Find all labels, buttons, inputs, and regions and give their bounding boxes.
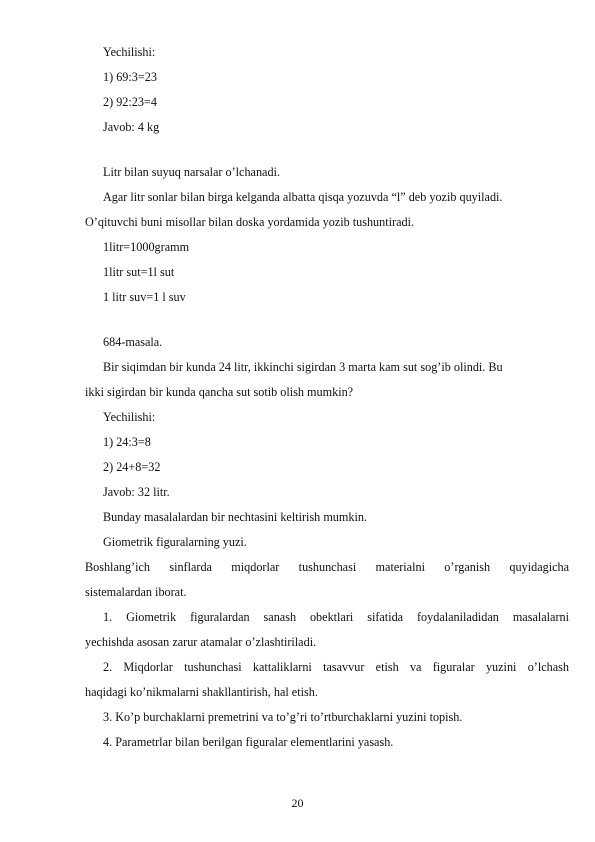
text-line: 1litr=1000gramm — [103, 240, 190, 254]
text-line: sistemalardan iborat. — [85, 585, 187, 599]
text-line: Giometrik figuralarning yuzi. — [103, 535, 247, 549]
text-line: 2. Miqdorlar tushunchasi kattaliklarni tasavvur etish va figuralar yuzini o’lchash — [103, 660, 569, 674]
text-line: Yechilishi: — [103, 410, 156, 424]
page-number: 20 — [291, 796, 304, 810]
text-line: haqidagi ko’nikmalarni shakllantirish, hal etish. — [85, 685, 318, 699]
text-line: 3. Ko’p burchaklarni premetrini va to’g’ri to’rtburchaklarni yuzini topish. — [103, 710, 463, 724]
text-line: 1 litr suv=1 l suv — [103, 290, 186, 304]
text-line: 1. Giometrik figuralardan sanash obektlari sifatida foydalaniladidan masalalarni — [103, 610, 569, 624]
text-line: Javob: 32 litr. — [103, 485, 170, 499]
text-line: Bunday masalalardan bir nechtasini keltirish mumkin. — [103, 510, 368, 524]
text-line: Agar litr sonlar bilan birga kelganda albatta qisqa yozuvda “l” deb yozib quyiladi. — [103, 190, 503, 204]
text-line: 1litr sut=1l sut — [103, 265, 175, 279]
text-line: Boshlang’ich sinflarda miqdorlar tushunchasi materialni o’rganish quyidagicha — [85, 560, 569, 574]
text-line: 2) 92:23=4 — [103, 95, 157, 109]
text-line: O’qituvchi buni misollar bilan doska yordamida yozib tushuntiradi. — [85, 215, 415, 229]
text-line: ikki sigirdan bir kunda qancha sut sotib olish mumkin? — [85, 385, 354, 399]
text-line: 4. Parametrlar bilan berilgan figuralar elementlarini yasash. — [103, 735, 394, 749]
text-line: Yechilishi: — [103, 45, 156, 59]
text-line: Bir siqimdan bir kunda 24 litr, ikkinchi sigirdan 3 marta kam sut sog’ib olindi. Bu — [103, 360, 503, 374]
text-line: Litr bilan suyuq narsalar o’lchanadi. — [103, 165, 280, 179]
text-line: Javob: 4 kg — [103, 120, 160, 134]
text-line: 2) 24+8=32 — [103, 460, 161, 474]
text-line: 684-masala. — [103, 335, 163, 349]
text-line: 1) 24:3=8 — [103, 435, 151, 449]
text-line: yechishda asosan zarur atamalar o’zlashtiriladi. — [85, 635, 317, 649]
text-line: 1) 69:3=23 — [103, 70, 157, 84]
